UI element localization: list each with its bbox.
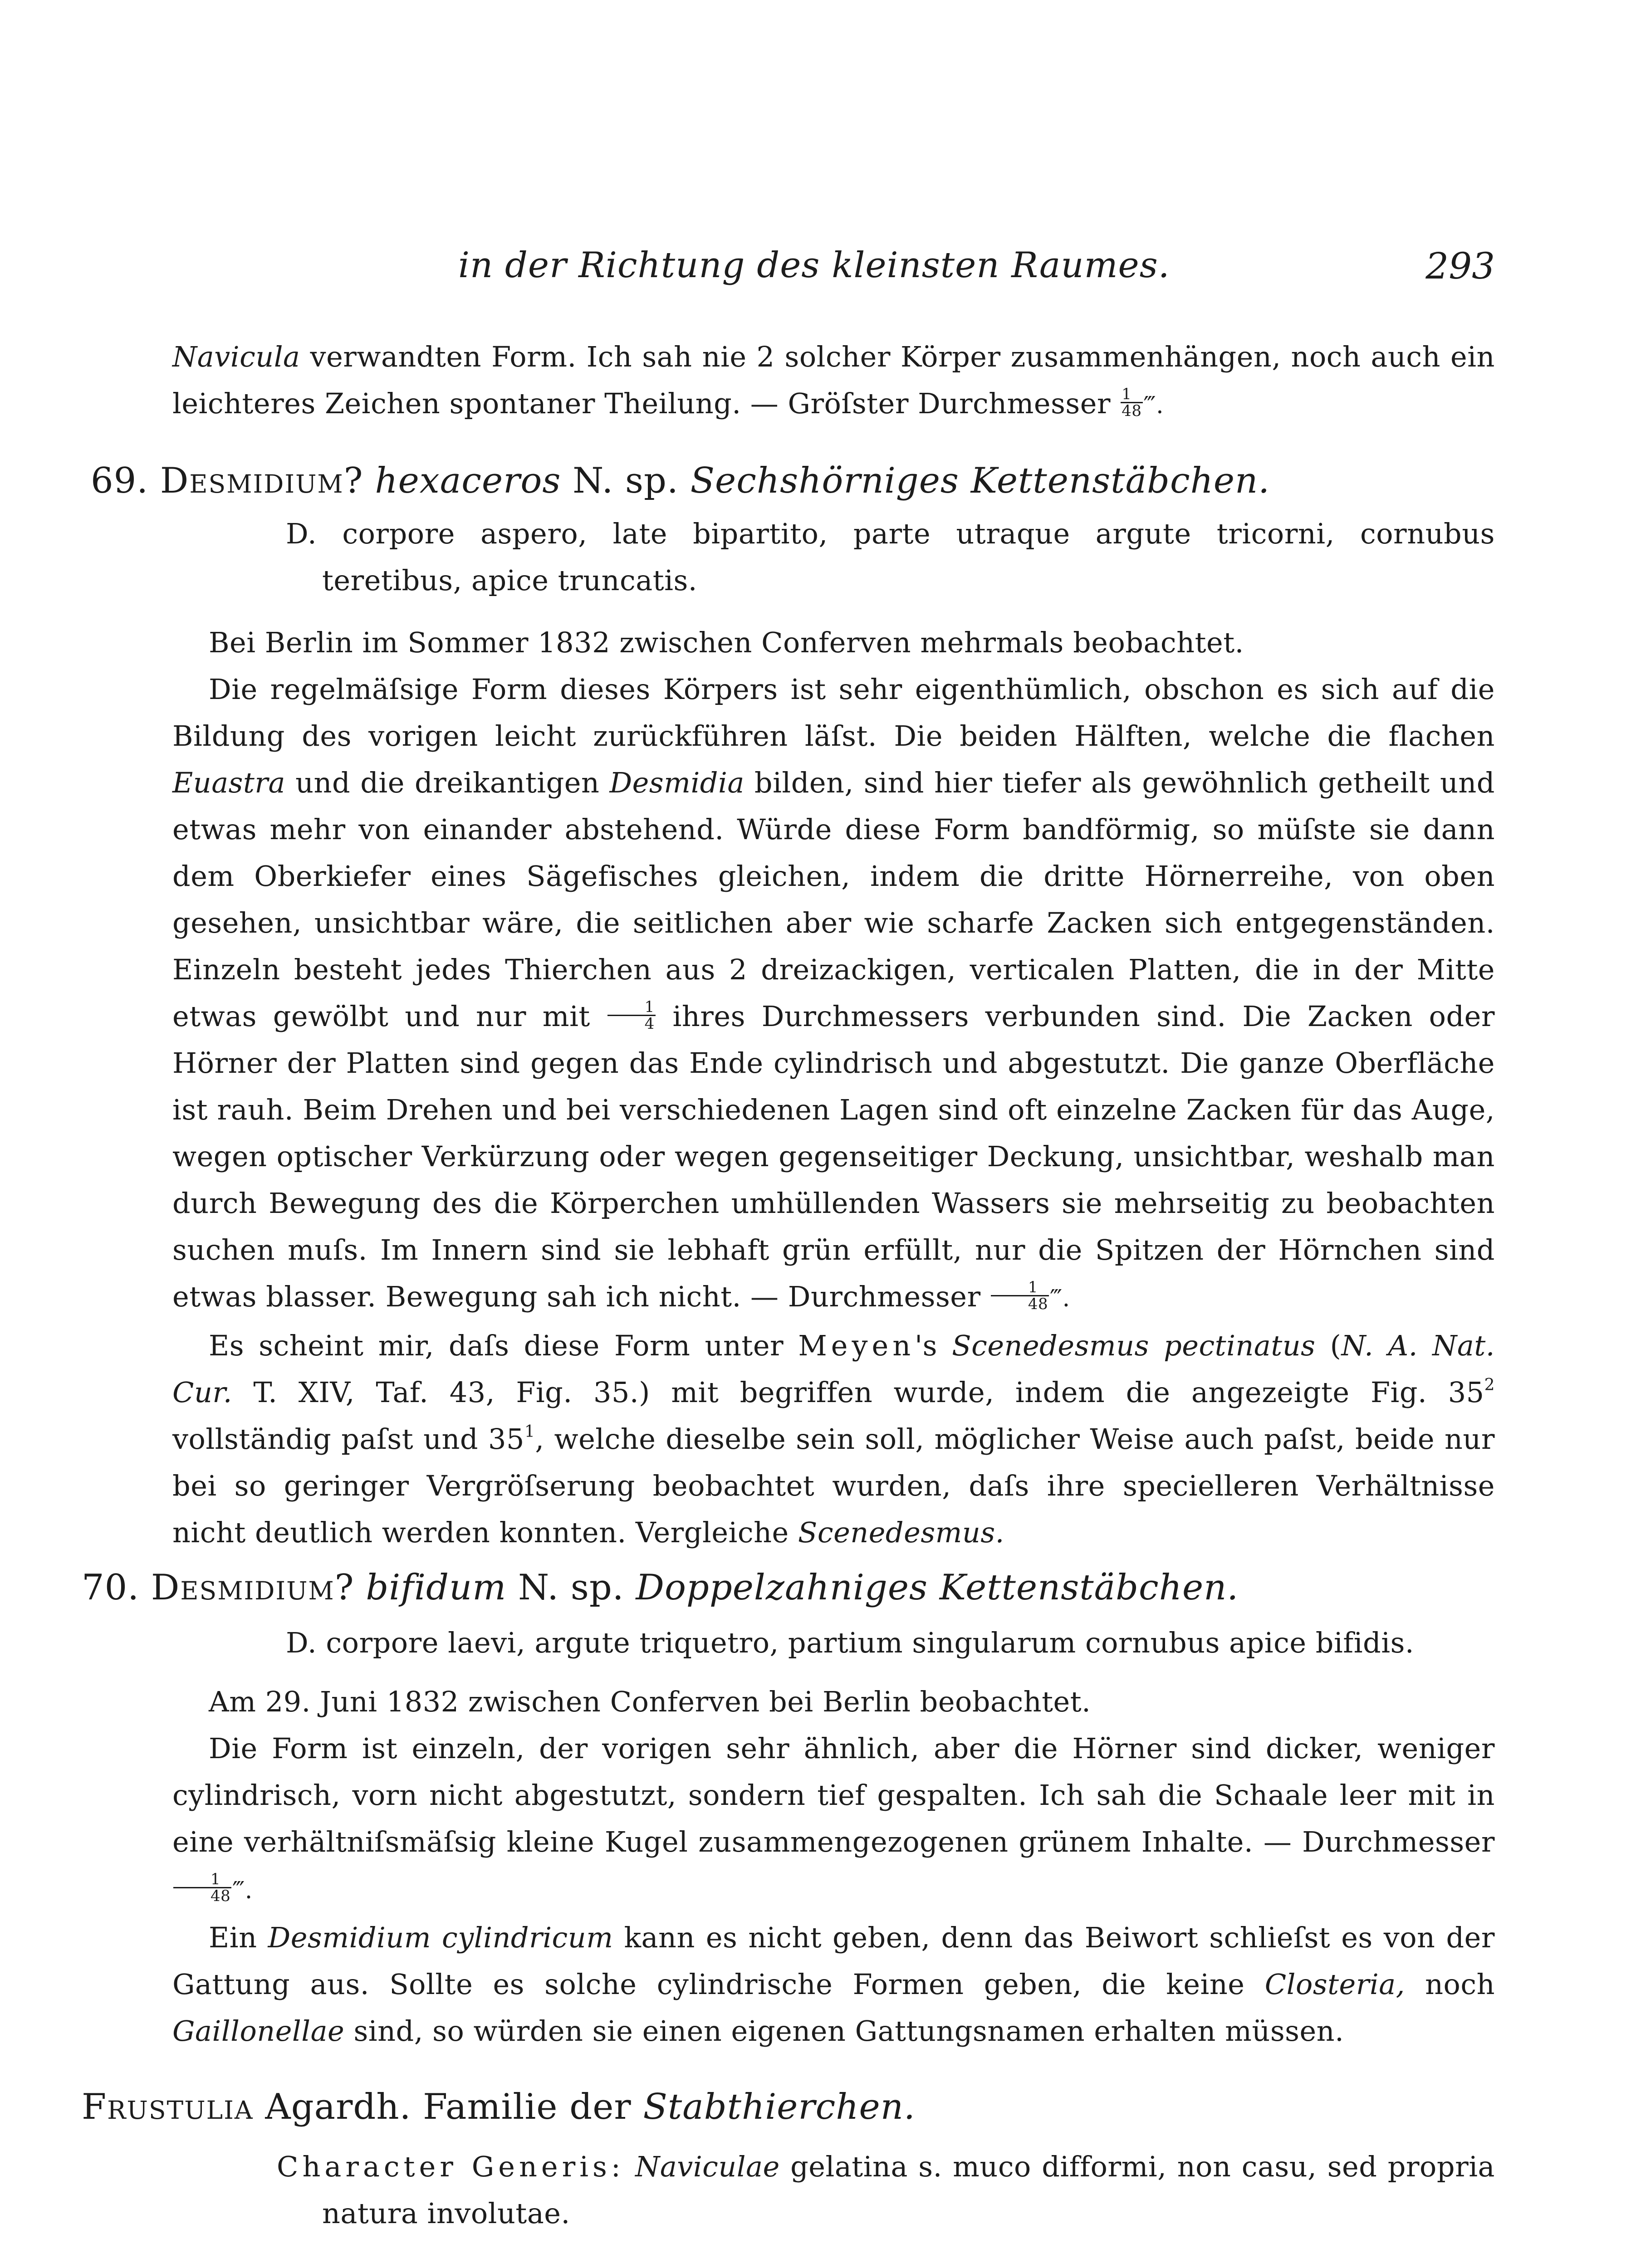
genus-name: Desmidium (160, 460, 344, 501)
paragraph: Bei Berlin im Sommer 1832 zwischen Conferven mehrmals beobachtet. (209, 626, 1244, 659)
diagnosis-69: D. corpore aspero, late bipartito, parte utraque argute tricorni, cornubus teretibus, apice truncatis. (286, 517, 1495, 597)
fraction: $\frac{1}{4}$ (607, 999, 656, 1031)
character-generis: Character Generis: Naviculae gelatina s. muco difformi, non casu, sed propria natura involutae. (277, 2150, 1495, 2230)
genus-heading-frustulia: Frustulia Agardh. Familie der Stabthierchen. (82, 2087, 916, 2127)
entry-number: 70. (82, 1567, 140, 1608)
taxon-navicula: Navicula (172, 340, 300, 373)
genus-name: Desmidium (151, 1567, 335, 1608)
paragraph: Ein Desmidium cylindricum kann es nicht geben, denn das Beiwort schlieſst es von der Gattung aus. Sollte es solche cylindrische Formen geben, die keine Closteria, noch Gaillonellae sind, so würden sie einen eigenen Gattungsnamen erhalten müssen. (172, 1921, 1495, 2048)
paragraph: Die regelmäſsige Form dieses Körpers ist sehr eigenthümlich, obschon es sich auf die Bildung des vorigen leicht zurückführen läſst. Die beiden Hälften, welche die flachen Euastra und die dreikantigen Desmidia bilden, sind hier tiefer als gewöhnlich getheilt und etwas mehr von einander abstehend. Würde diese Form bandförmig, so müſste sie dann dem Oberkiefer eines Sägefisches gleichen, indem die dritte Hörnerreihe, von oben gesehen, unsichtbar wäre, die seitlichen aber wie scharfe Zacken sich entgegenständen. Einzeln besteht jedes Thierchen aus 2 dreizackigen, verticalen Platten, die in der Mitte etwas gewölbt und nur mit $\frac{1}{4}$ ihres Durchmessers verbunden sind. Die Zacken oder Hörner der Platten sind gegen das Ende cylindrisch und abgestutzt. Die ganze Oberfläche ist rauh. Beim Drehen und bei verschiedenen Lagen sind oft einzelne Zacken für das Auge, wegen optischer Verkürzung oder wegen gegenseitiger Deckung, unsichtbar, weshalb man durch Bewegung des die Körperchen umhüllenden Wassers sie mehrseitig zu beobachten suchen muſs. Im Innern sind sie lebhaft grün erfüllt, nur die Spitzen der Hörnchen sind etwas blasser. Bewegung sah ich nicht. — Durchmesser $\frac{1}{48}$ ‴. (172, 673, 1495, 1313)
common-name: Sechshörniges Kettenstäbchen. (690, 460, 1270, 501)
family-name: Stabthierchen. (643, 2087, 916, 2127)
diagnosis-70: D. corpore laevi, argute triquetro, partium singularum cornubus apice bifidis. (286, 1626, 1415, 1659)
paragraph: Am 29. Juni 1832 zwischen Conferven bei Berlin beobachtet. (209, 1685, 1091, 1718)
paragraph: Es scheint mir, daſs diese Form unter Meyen's Scenedesmus pectinatus (N. A. Nat. Cur. T. XIV, Taf. 43, Fig. 35.) mit begriffen wurde, indem die angezeigte Fig. $35^2$ vollständig paſst und $35^1$, welche dieselbe sein soll, möglicher Weise auch paſst, beide nur bei so geringer Vergröſserung beobachtet wurden, daſs ihre specielleren Verhältnisse nicht deutlich werden konnten. Vergleiche Scenedesmus. (172, 1329, 1495, 1549)
genus-name: Frustulia (82, 2087, 254, 2127)
species-name: hexaceros (375, 460, 561, 501)
paragraph: Die Form ist einzeln, der vorigen sehr ähnlich, aber die Hörner sind dicker, weniger cylindrisch, vorn nicht abgestutzt, sondern tief gespalten. Ich sah die Schaale leer mit in eine verhältniſsmäſsig kleine Kugel zusammengezogenen grünem Inhalte. — Durchmesser $\frac{1}{48}$ ‴. (172, 1732, 1495, 1905)
fraction: $\frac{1}{48}$ (1122, 385, 1142, 420)
section-70-body (172, 1678, 1495, 2054)
running-head: in der Richtung des kleinsten Raumes. (458, 245, 1170, 286)
page-number: 293 (1425, 245, 1495, 287)
fraction: $\frac{1}{48}$ (991, 1280, 1049, 1312)
entry-number: 69. (91, 460, 149, 501)
species-name: bifidum (366, 1567, 507, 1608)
section-69-body (172, 619, 1495, 1556)
common-name: Doppelzahniges Kettenstäbchen. (636, 1567, 1239, 1608)
continuation-paragraph: Navicula verwandten Form. Ich sah nie 2 solcher Körper zusammenhängen, noch auch ein leichteres Zeichen spontaner Theilung. — Gröſster Durchmesser $\frac{1}{48}$ ‴. (172, 340, 1495, 420)
species-heading-69: 69. Desmidium? hexaceros N. sp. Sechshörniges Kettenstäbchen. (91, 460, 1270, 501)
species-heading-70: 70. Desmidium? bifidum N. sp. Doppelzahniges Kettenstäbchen. (82, 1567, 1239, 1608)
fraction: $\frac{1}{48}$ (173, 1872, 231, 1904)
